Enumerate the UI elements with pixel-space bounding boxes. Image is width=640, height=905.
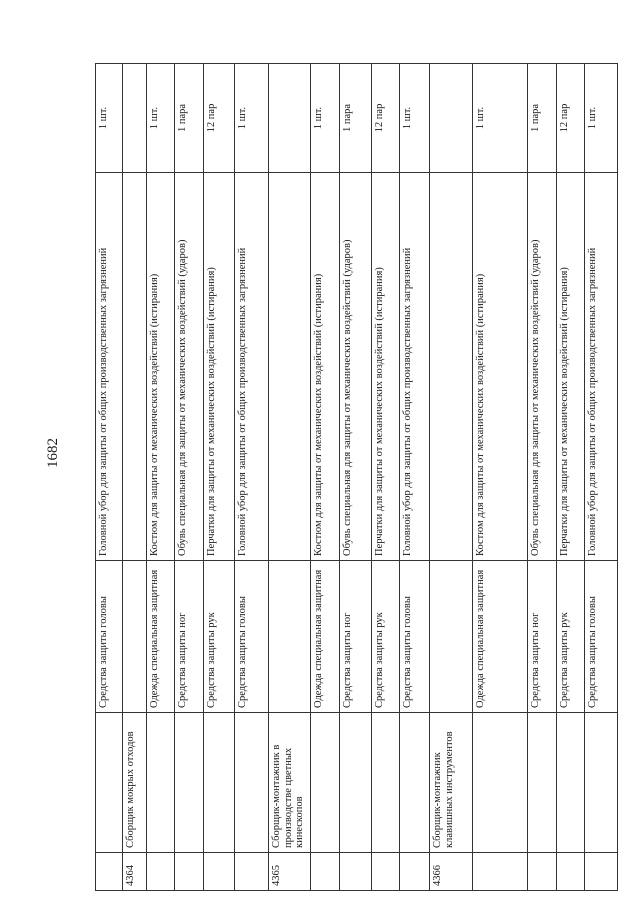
cell-qty: 1 шт. (147, 64, 175, 173)
cell-item: Перчатки для защиты от механических воздействий (истирания) (204, 173, 235, 561)
cell-category: Средства защиты рук (557, 561, 585, 713)
cell-category: Одежда специальная защитная (147, 561, 175, 713)
ppe-norms-table (95, 63, 618, 891)
cell-profession (372, 713, 400, 853)
cell-profession (557, 713, 585, 853)
table-row (400, 64, 430, 891)
cell-num (175, 853, 204, 891)
cell-num (528, 853, 557, 891)
cell-num (557, 853, 585, 891)
cell-category: Средства защиты головы (585, 561, 618, 713)
table-row (473, 64, 528, 891)
cell-qty: 12 пар (204, 64, 235, 173)
cell-item: Головной убор для защиты от общих производственных загрязнений (96, 173, 123, 561)
table-row (311, 64, 340, 891)
table-body (96, 64, 618, 891)
cell-qty: 1 пара (175, 64, 204, 173)
table-row (430, 64, 473, 891)
cell-profession (147, 713, 175, 853)
cell-qty: 1 шт. (400, 64, 430, 173)
cell-item (123, 173, 147, 561)
table-row (372, 64, 400, 891)
cell-category: Средства защиты ног (340, 561, 372, 713)
cell-category (430, 561, 473, 713)
cell-item (430, 173, 473, 561)
cell-profession (311, 713, 340, 853)
cell-num (96, 853, 123, 891)
cell-qty: 1 пара (528, 64, 557, 173)
cell-num: 4364 (123, 853, 147, 891)
cell-num (311, 853, 340, 891)
cell-num (340, 853, 372, 891)
cell-category: Средства защиты рук (204, 561, 235, 713)
cell-qty: 1 шт. (311, 64, 340, 173)
rotated-table-area (95, 64, 598, 891)
cell-category: Одежда специальная защитная (311, 561, 340, 713)
cell-num: 4365 (269, 853, 311, 891)
cell-category: Средства защиты головы (400, 561, 430, 713)
cell-item: Костюм для защиты от механических воздействий (истирания) (311, 173, 340, 561)
cell-profession (175, 713, 204, 853)
cell-category: Средства защиты головы (96, 561, 123, 713)
table-row (96, 64, 123, 891)
cell-profession (528, 713, 557, 853)
cell-qty: 1 пара (340, 64, 372, 173)
cell-item (269, 173, 311, 561)
cell-category (123, 561, 147, 713)
cell-profession: Сборщик-монтажник клавишных инструментов (430, 713, 473, 853)
cell-qty: 12 пар (372, 64, 400, 173)
table-row (147, 64, 175, 891)
cell-qty: 1 шт. (96, 64, 123, 173)
cell-category: Средства защиты головы (235, 561, 269, 713)
table-row (204, 64, 235, 891)
cell-item: Обувь специальная для защиты от механических воздействий (ударов) (340, 173, 372, 561)
cell-qty: 1 шт. (235, 64, 269, 173)
cell-item: Перчатки для защиты от механических воздействий (истирания) (372, 173, 400, 561)
table-row (123, 64, 147, 891)
cell-item: Головной убор для защиты от общих производственных загрязнений (585, 173, 618, 561)
cell-profession (473, 713, 528, 853)
cell-profession (340, 713, 372, 853)
cell-qty (269, 64, 311, 173)
cell-profession (400, 713, 430, 853)
cell-profession: Сборщик мокрых отходов (123, 713, 147, 853)
cell-profession (204, 713, 235, 853)
table-row (557, 64, 585, 891)
cell-qty: 1 шт. (585, 64, 618, 173)
cell-item: Костюм для защиты от механических воздействий (истирания) (473, 173, 528, 561)
cell-qty (430, 64, 473, 173)
cell-profession: Сборщик-монтажник в производстве цветных кинескопов (269, 713, 311, 853)
cell-qty (123, 64, 147, 173)
cell-profession (235, 713, 269, 853)
cell-category: Средства защиты рук (372, 561, 400, 713)
cell-profession (585, 713, 618, 853)
table-row (528, 64, 557, 891)
cell-num (147, 853, 175, 891)
table-row (585, 64, 618, 891)
cell-item: Обувь специальная для защиты от механических воздействий (ударов) (528, 173, 557, 561)
table-row (175, 64, 204, 891)
cell-num (204, 853, 235, 891)
table-row (269, 64, 311, 891)
cell-num (235, 853, 269, 891)
cell-item: Обувь специальная для защиты от механических воздействий (ударов) (175, 173, 204, 561)
table-row (340, 64, 372, 891)
cell-item: Головной убор для защиты от общих производственных загрязнений (400, 173, 430, 561)
cell-category: Средства защиты ног (528, 561, 557, 713)
cell-qty: 1 шт. (473, 64, 528, 173)
cell-qty: 12 пар (557, 64, 585, 173)
cell-num: 4366 (430, 853, 473, 891)
cell-item: Головной убор для защиты от общих производственных загрязнений (235, 173, 269, 561)
table-row (235, 64, 269, 891)
cell-category: Одежда специальная защитная (473, 561, 528, 713)
cell-num (585, 853, 618, 891)
cell-category: Средства защиты ног (175, 561, 204, 713)
cell-num (473, 853, 528, 891)
cell-category (269, 561, 311, 713)
cell-num (400, 853, 430, 891)
cell-num (372, 853, 400, 891)
cell-item: Костюм для защиты от механических воздействий (истирания) (147, 173, 175, 561)
cell-profession (96, 713, 123, 853)
page-number: 1682 (45, 438, 61, 468)
cell-item: Перчатки для защиты от механических воздействий (истирания) (557, 173, 585, 561)
